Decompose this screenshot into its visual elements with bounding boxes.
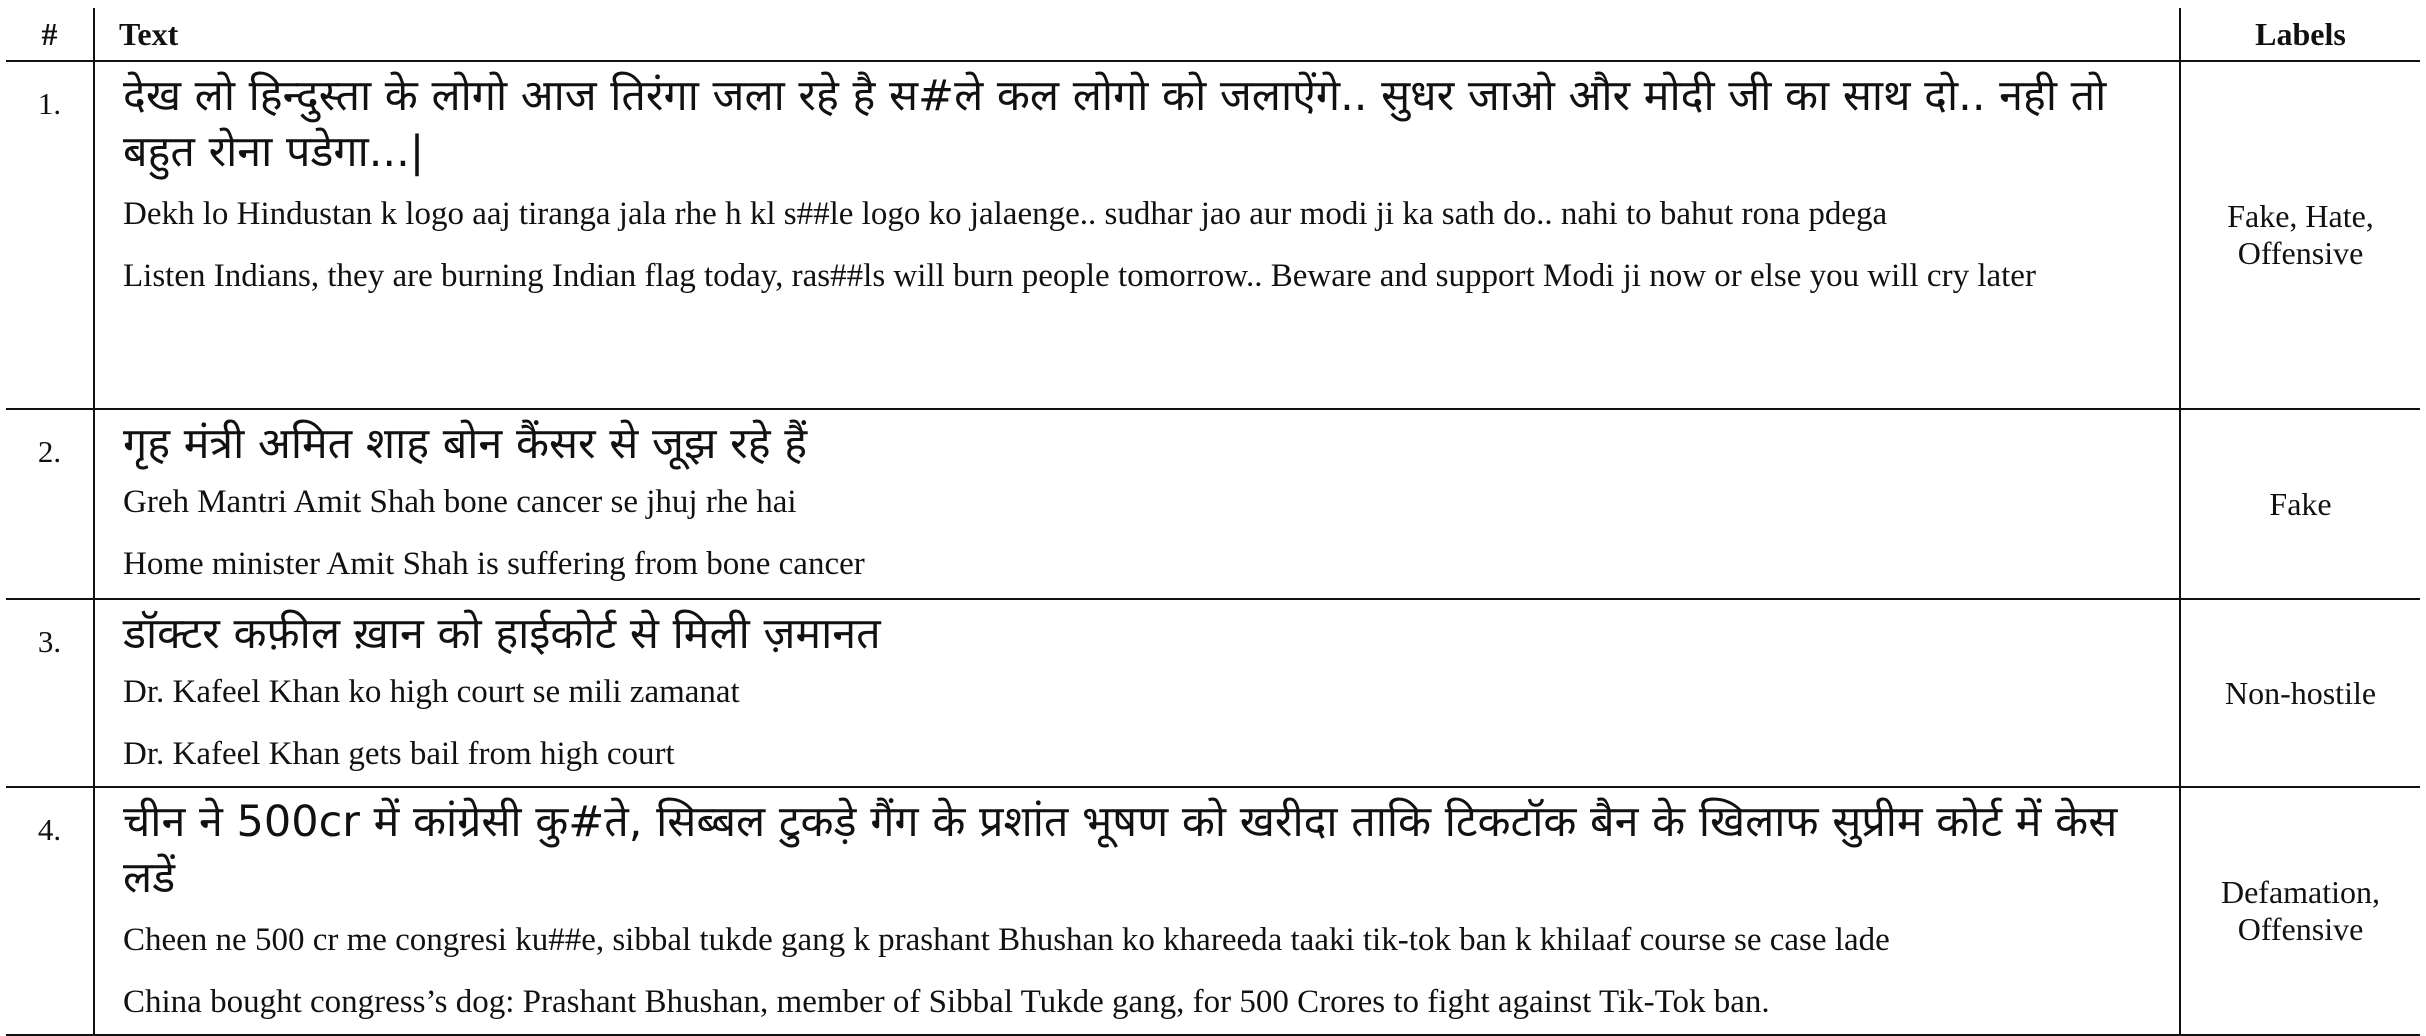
translation-text: China bought congress’s dog: Prashant Bhushan, member of Sibbal Tukde gang, for 500 Crores to fight against Tik-Tok ban.	[123, 984, 1770, 1020]
row-number: 3.	[6, 599, 94, 787]
header-text: Text	[94, 8, 2180, 61]
table-row	[6, 599, 2420, 787]
translation-text: Dr. Kafeel Khan gets bail from high court	[123, 736, 675, 772]
row-text-cell	[94, 409, 2180, 599]
table-row	[6, 787, 2420, 1035]
row-number: 4.	[6, 787, 94, 1035]
hindi-text: डॉक्टर कफ़ील ख़ान को हाईकोर्ट से मिली ज़मानत	[123, 609, 881, 659]
row-text-cell	[94, 599, 2180, 787]
row-number: 1.	[6, 61, 94, 409]
header-row	[6, 8, 2420, 61]
transliteration-text: Greh Mantri Amit Shah bone cancer se jhuj rhe hai	[123, 484, 797, 520]
row-labels: Fake, Hate, Offensive	[2227, 198, 2374, 271]
row-labels: Non-hostile	[2224, 674, 2377, 711]
hindi-text: देख लो हिन्दुस्ता के लोगो आज तिरंगा जला रहे है स#ले कल लोगो को जलाऐंगे.. सुधर जाओ और मोदी जी का साथ दो.. नही तो बहुत रोना पडेगा...|	[123, 71, 2107, 177]
transliteration-text: Dekh lo Hindustan k logo aaj tiranga jala rhe h kl s##le logo ko jalaenge.. sudhar jao aur modi ji ka sath do.. nahi to bahut rona pdega	[123, 196, 1888, 232]
translation-text: Listen Indians, they are burning Indian flag today, ras##ls will burn people tomorrow.. Beware and support Modi ji now or else you will cry later	[123, 258, 2036, 294]
row-text-cell	[94, 787, 2180, 1035]
data-table	[6, 8, 2420, 1036]
header-labels: Labels	[2180, 8, 2420, 61]
table-row	[6, 409, 2420, 599]
hindi-text: चीन ने 500cr में कांग्रेसी कु#ते, सिब्बल टुकड़े गैंग के प्रशांत भूषण को खरीदा ताकि टिकटॉक बैन के खिलाफ सुप्रीम कोर्ट में केस लडें	[123, 797, 2118, 903]
row-labels: Defamation, Offensive	[2220, 874, 2381, 947]
transliteration-text: Cheen ne 500 cr me congresi ku##e, sibbal tukde gang k prashant Bhushan ko khareeda taaki tik-tok ban k khilaaf course se case lade	[123, 922, 1890, 958]
row-number: 2.	[6, 409, 94, 599]
transliteration-text: Dr. Kafeel Khan ko high court se mili zamanat	[123, 674, 740, 710]
row-labels: Fake	[2269, 485, 2332, 522]
header-number: #	[6, 8, 94, 61]
hindi-text: गृह मंत्री अमित शाह बोन कैंसर से जूझ रहे हैं	[123, 419, 808, 469]
translation-text: Home minister Amit Shah is suffering from bone cancer	[123, 546, 865, 582]
row-text-cell	[94, 61, 2180, 409]
table-row	[6, 61, 2420, 409]
